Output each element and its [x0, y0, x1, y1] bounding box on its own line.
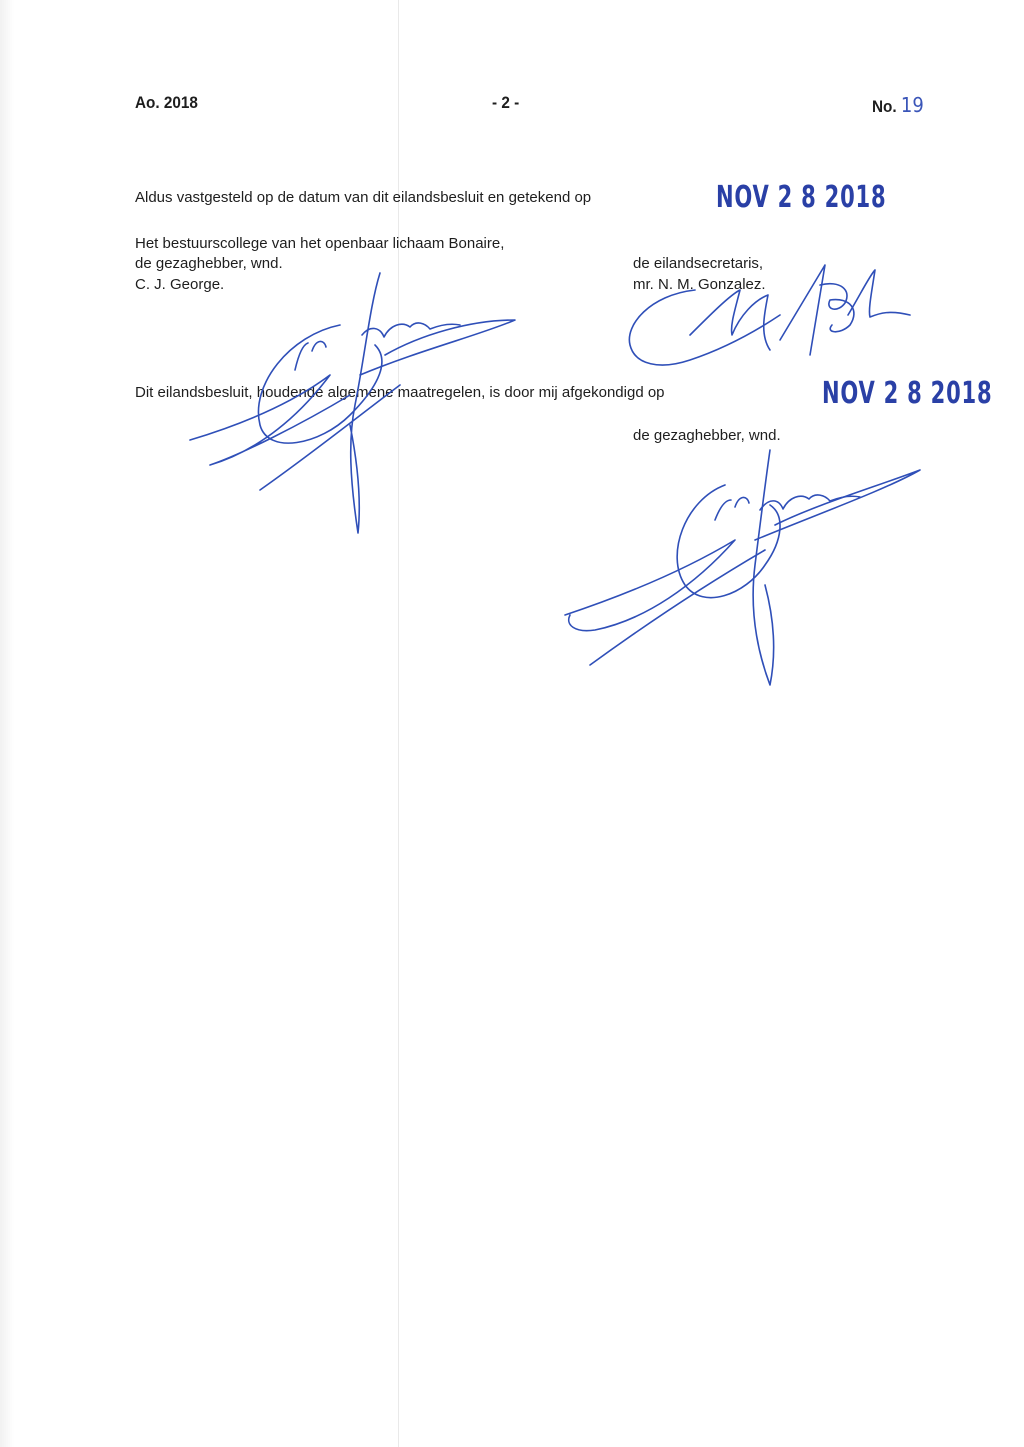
- promulgation-date-stamp: NOV 2 8 2018: [822, 376, 993, 411]
- page-edge-shadow: [0, 0, 14, 1447]
- governor-title: de gezaghebber, wnd.: [135, 255, 283, 272]
- handwritten-number: 19: [900, 93, 924, 117]
- number-label: No.: [872, 97, 897, 116]
- governor-signature-2: [555, 445, 935, 695]
- adoption-date-stamp: NOV 2 8 2018: [716, 180, 887, 215]
- year-label: Ao. 2018: [135, 93, 198, 112]
- promulgation-text: Dit eilandsbesluit, houdende algemene maatregelen, is door mij afgekondigd op: [135, 384, 665, 401]
- governor-signature-1: [180, 265, 540, 545]
- page-number: - 2 -: [492, 93, 520, 112]
- document-number: [872, 93, 924, 117]
- secretary-name: mr. N. M. Gonzalez.: [633, 276, 766, 293]
- adoption-text: Aldus vastgesteld op de datum van dit eilandsbesluit en getekend op: [135, 189, 592, 206]
- secretary-signature: [620, 255, 910, 375]
- promulgation-signer-title: de gezaghebber, wnd.: [633, 427, 781, 444]
- page-fold-line: [398, 0, 399, 1447]
- secretary-title: de eilandsecretaris,: [633, 255, 764, 272]
- college-line: Het bestuurscollege van het openbaar lichaam Bonaire,: [135, 235, 505, 252]
- governor-name: C. J. George.: [135, 276, 225, 293]
